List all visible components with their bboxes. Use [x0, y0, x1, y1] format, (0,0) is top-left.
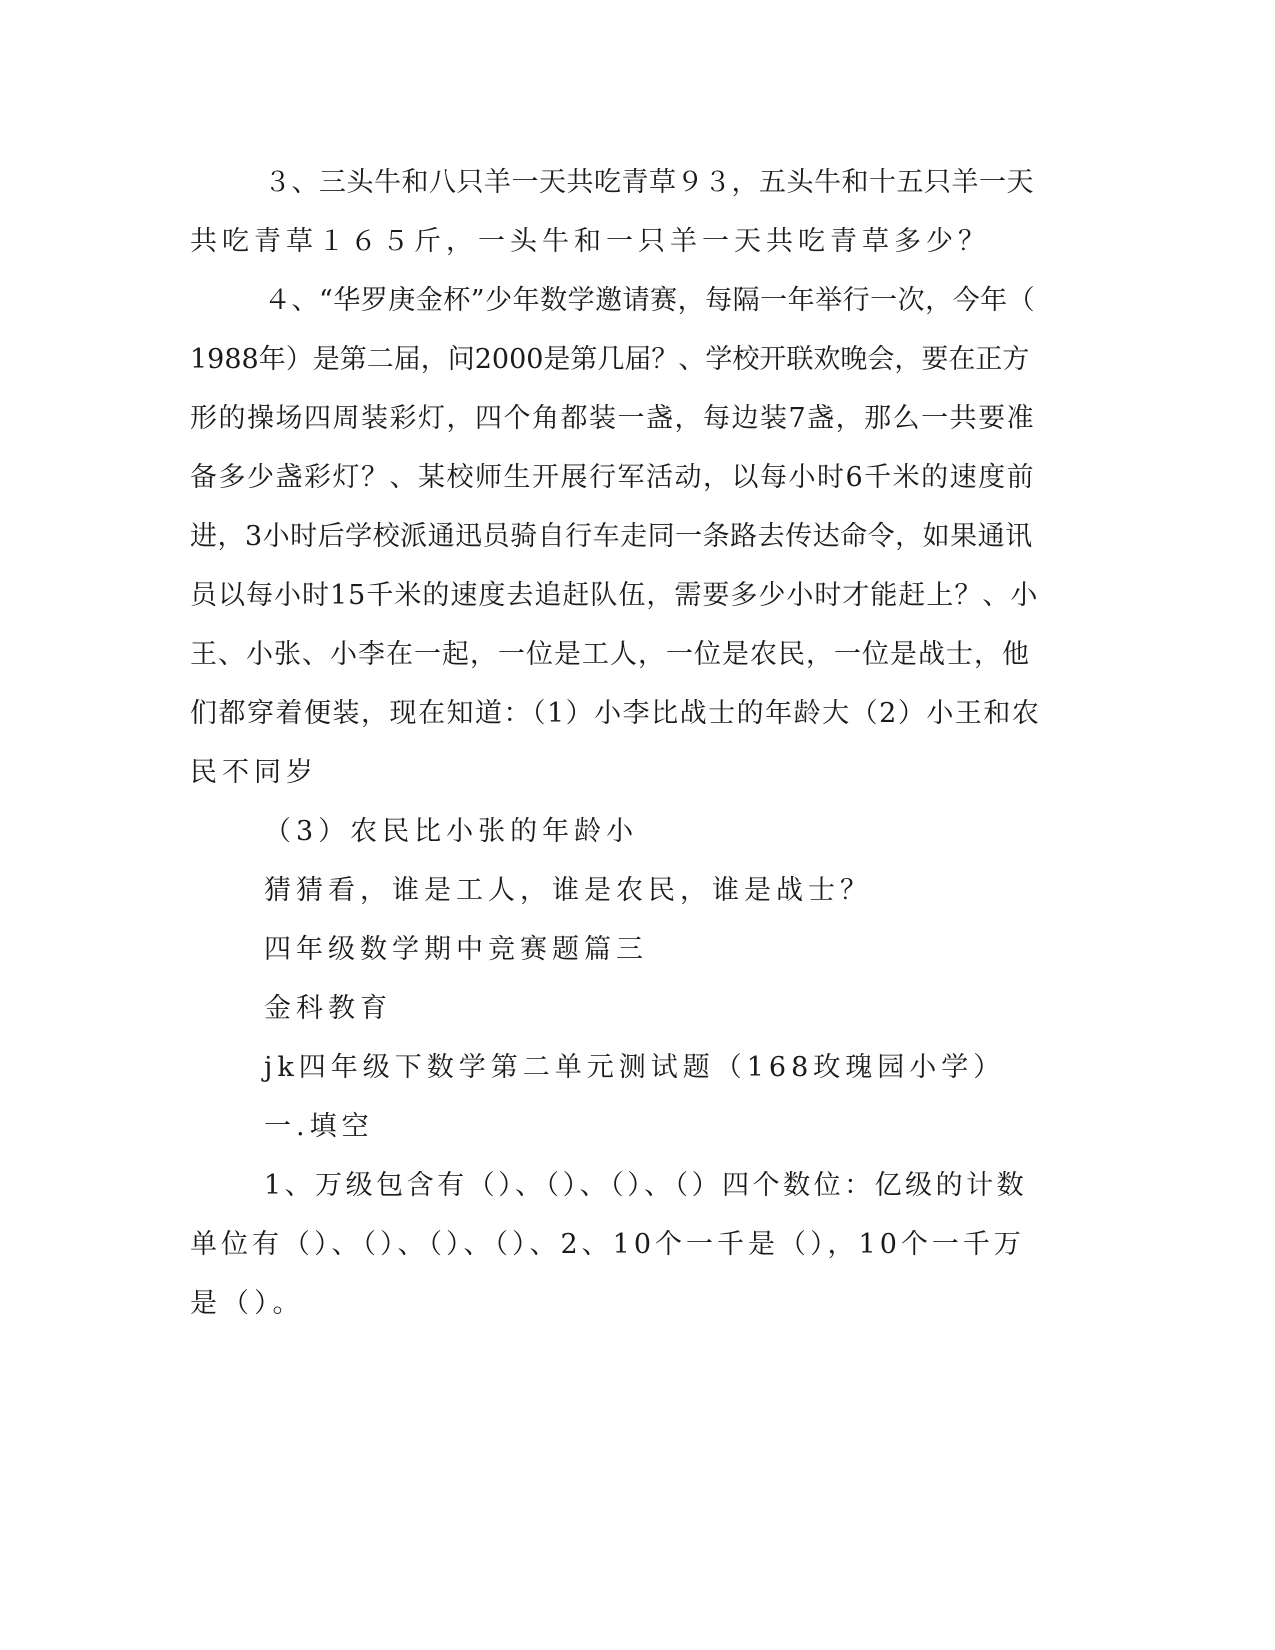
text-line: 王、小张、小李在一起，一位是工人，一位是农民，一位是战士，他	[190, 639, 1030, 670]
text-line: 进，3小时后学校派通迅员骑自行车走同一条路去传达命令，如果通讯	[190, 521, 1033, 552]
text-line: 共吃青草１６５斤，一头牛和一只羊一天共吃青草多少？	[190, 226, 990, 257]
text-line: ４、“华罗庚金杯”少年数学邀请赛，每隔一年举行一次，今年（	[264, 285, 1036, 316]
text-line: 1、万级包含有（）、（）、（）、（）四个数位：亿级的计数	[264, 1170, 1028, 1201]
text-line: 备多少盏彩灯？、某校师生开展行军活动，以每小时6千米的速度前	[190, 462, 1036, 493]
text-line: （3）农民比小张的年龄小	[264, 816, 639, 847]
section-heading: 四年级数学期中竞赛题篇三	[264, 934, 648, 965]
text-line: 单位有（）、（）、（）、（）、2、10个一千是（），10个一千万	[190, 1229, 1025, 1260]
text-line: 金科教育	[264, 993, 392, 1024]
text-line: 们都穿着便装，现在知道：（1）小李比战士的年龄大（2）小王和农	[190, 698, 1041, 729]
test-title: jk四年级下数学第二单元测试题（168玫瑰园小学）	[264, 1052, 1006, 1083]
text-line: ３、三头牛和八只羊一天共吃青草９３，五头牛和十五只羊一天	[264, 167, 1034, 198]
text-line: 1988年）是第二届，问2000是第几届？、学校开联欢晚会，要在正方	[190, 344, 1030, 375]
text-line: 形的操场四周装彩灯，四个角都装一盏，每边装7盏，那么一共要准	[190, 403, 1036, 434]
text-line: 是（）。	[190, 1288, 305, 1319]
text-line: 员以每小时15千米的速度去追赶队伍，需要多少小时才能赶上？、小	[190, 580, 1039, 611]
text-line: 民不同岁	[190, 757, 318, 788]
text-line: 猜猜看，谁是工人，谁是农民，谁是战士？	[264, 875, 872, 906]
section-heading: 一.填空	[264, 1111, 374, 1142]
